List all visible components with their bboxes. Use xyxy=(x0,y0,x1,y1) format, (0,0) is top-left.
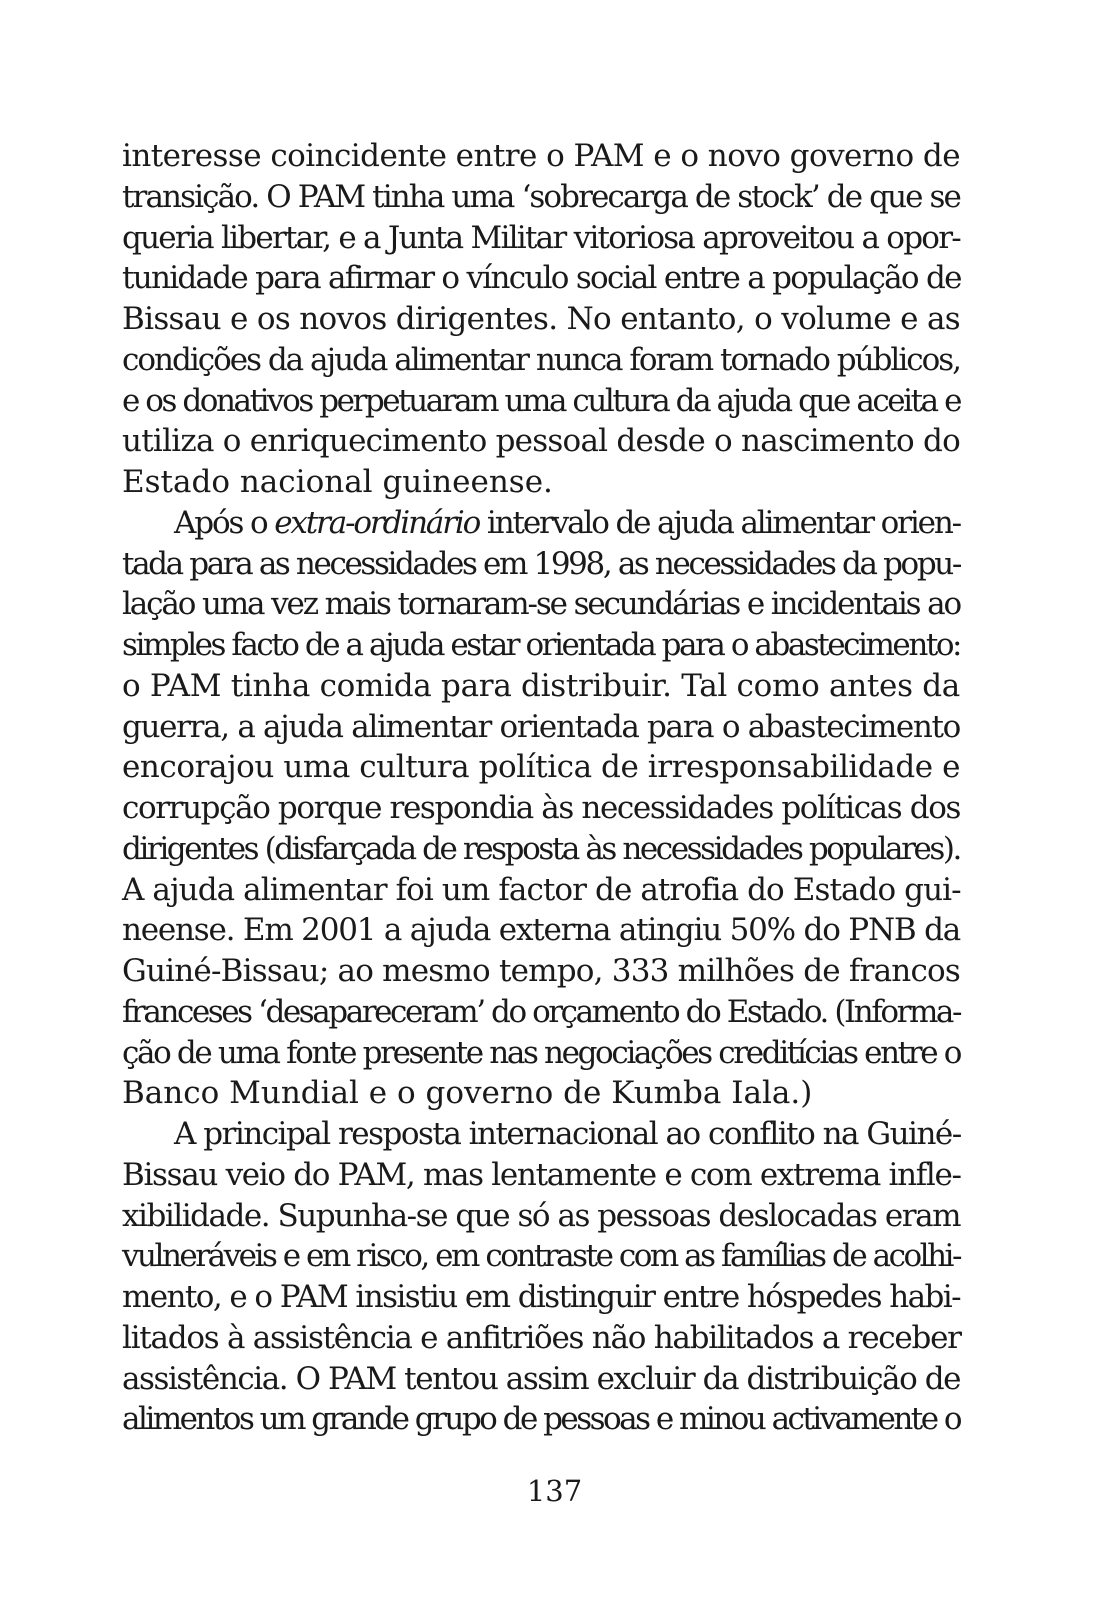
text-line: tada para as necessidades em 1998, as necessidades da popu- xyxy=(122,545,960,582)
text-line: neense. Em 2001 a ajuda externa atingiu 50% do PNB da xyxy=(122,912,960,949)
text-line: A ajuda alimentar foi um factor de atrofia do Estado gui- xyxy=(122,871,961,908)
body-text xyxy=(122,136,960,1440)
text-line: assistência. O PAM tentou assim excluir da distribuição de xyxy=(122,1360,961,1397)
text-line: litados à assistência e anfitriões não habilitados a receber xyxy=(122,1319,961,1356)
text-line: queria libertar, e a Junta Militar vitoriosa aproveitou a opor- xyxy=(122,219,961,256)
text-line: Bissau e os novos dirigentes. No entanto, o volume e as xyxy=(122,301,960,337)
text-line: alimentos um grande grupo de pessoas e minou activamente o xyxy=(122,1401,960,1438)
text-segment: intervalo de ajuda alimentar orien- xyxy=(479,504,960,541)
text-line: vulneráveis e em risco, em contraste com as famílias de acolhi- xyxy=(122,1238,960,1275)
text-line: ção de uma fonte presente nas negociações creditícias entre o xyxy=(122,1034,960,1071)
text-line: dirigentes (disfarçada de resposta às necessidades populares). xyxy=(122,830,960,867)
text-line xyxy=(122,503,960,544)
text-line: interesse coincidente entre o PAM e o novo governo de xyxy=(122,138,960,174)
text-line: Guiné-Bissau; ao mesmo tempo, 333 milhões de francos xyxy=(122,953,960,989)
text-line: tunidade para afirmar o vínculo social entre a população de xyxy=(122,260,961,297)
text-line: transição. O PAM tinha uma ‘sobrecarga de stock’ de que se xyxy=(122,178,960,215)
text-line: franceses ‘desapareceram’ do orçamento do Estado. (Informa- xyxy=(122,993,960,1030)
text-line: Banco Mundial e o governo de Kumba Iala.) xyxy=(122,1075,813,1112)
text-line: e os donativos perpetuaram uma cultura da ajuda que aceita e xyxy=(122,382,961,419)
text-line: mento, e o PAM insistiu em distinguir entre hóspedes habi- xyxy=(122,1279,960,1315)
text-line: Estado nacional guineense. xyxy=(122,464,553,500)
text-line: guerra, a ajuda alimentar orientada para o abastecimento xyxy=(122,708,960,745)
page-number: 137 xyxy=(526,1474,583,1508)
emphasis-text: extra-ordinário xyxy=(274,504,480,541)
text-line: simples facto de a ajuda estar orientada para o abastecimento: xyxy=(122,627,960,663)
text-line: lação uma vez mais tornaram-se secundárias e incidentais ao xyxy=(122,586,960,623)
text-line: condições da ajuda alimentar nunca foram tornado públicos, xyxy=(122,341,961,378)
text-line: Bissau veio do PAM, mas lentamente e com extrema infle- xyxy=(122,1156,961,1193)
text-line: A principal resposta internacional ao conflito na Guiné- xyxy=(174,1116,961,1152)
text-line: xibilidade. Supunha-se que só as pessoas deslocadas eram xyxy=(122,1197,960,1234)
text-segment: Após o xyxy=(174,504,275,541)
text-line: o PAM tinha comida para distribuir. Tal como antes da xyxy=(122,667,960,704)
text-line: encorajou uma cultura política de irresponsabilidade e xyxy=(122,749,960,786)
text-line: utiliza o enriquecimento pessoal desde o nascimento do xyxy=(122,423,960,460)
text-line: corrupção porque respondia às necessidades políticas dos xyxy=(122,790,960,826)
